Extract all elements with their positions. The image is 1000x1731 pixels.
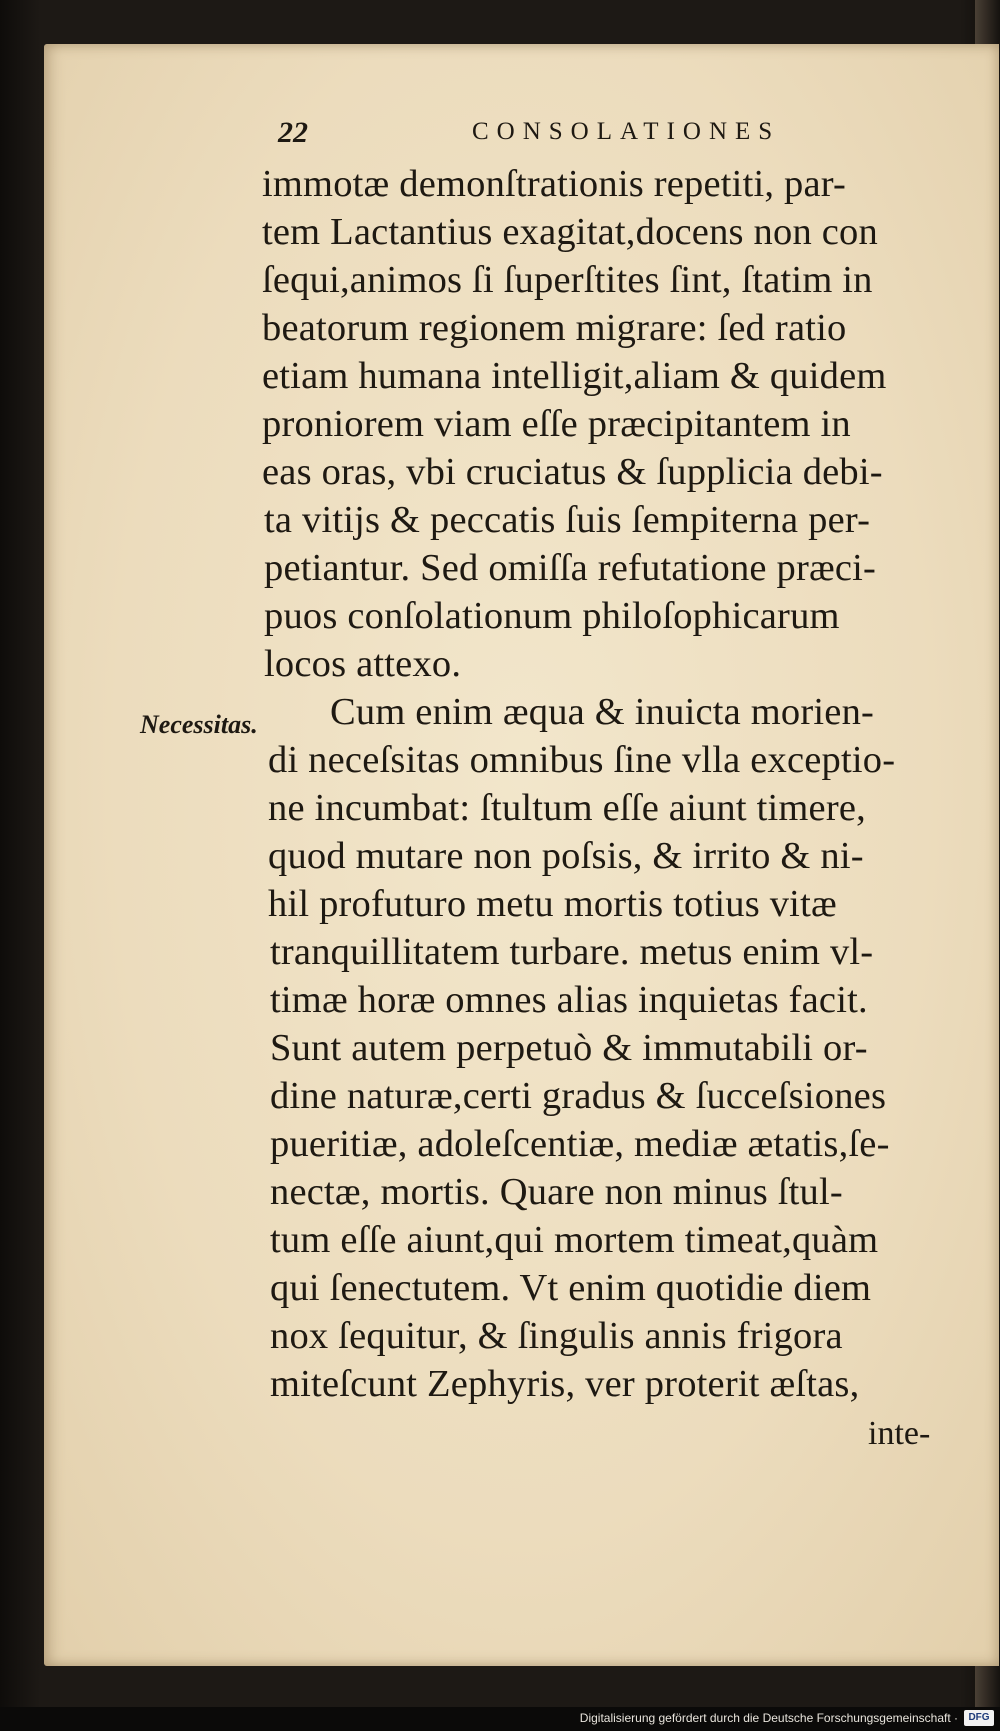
text-line: ta vitijs & peccatis ſuis ſempiterna per-	[264, 499, 871, 541]
text-line: beatorum regionem migrare: ſed ratio	[262, 307, 847, 349]
text-line: timæ horæ omnes alias inquietas facit.	[270, 979, 868, 1021]
text-line: ſequi,animos ſi ſuperſtites ſint, ſtatim in	[262, 259, 873, 301]
digitization-footer	[0, 1707, 1000, 1731]
text-line: petiantur. Sed omiſſa refutatione præci-	[264, 547, 877, 589]
catchword: inte-	[868, 1415, 931, 1452]
text-line: puos conſolationum philoſophicarum	[264, 595, 840, 637]
text-line: etiam humana intelligit,aliam & quidem	[262, 355, 887, 397]
text-line: immotæ demonſtrationis repetiti, par-	[262, 163, 847, 205]
text-line: locos attexo.	[264, 643, 462, 685]
text-line: nox ſequitur, & ſingulis annis frigora	[270, 1315, 843, 1357]
text-line: pueritiæ, adoleſcentiæ, mediæ ætatis,ſe-	[270, 1123, 890, 1165]
text-line: qui ſenectutem. Vt enim quotidie diem	[270, 1267, 872, 1309]
running-title: CONSOLATIONES	[472, 118, 781, 145]
text-line: hil profuturo metu mortis totius vitæ	[268, 883, 837, 925]
text-line: tem Lactantius exagitat,docens non con	[262, 211, 878, 253]
running-head	[0, 116, 1000, 156]
text-line: tum eſſe aiunt,qui mortem timeat,quàm	[270, 1219, 879, 1261]
text-line: quod mutare non poſsis, & irrito & ni-	[268, 835, 864, 877]
text-line: di neceſsitas omnibus ſine vlla exceptio-	[268, 739, 896, 781]
footer-credit: Digitalisierung gefördert durch die Deutsche Forschungsgemeinschaft ·	[579, 1711, 958, 1725]
text-line: proniorem viam eſſe præcipitantem in	[262, 403, 851, 445]
text-line: nectæ, mortis. Quare non minus ſtul-	[270, 1171, 843, 1213]
page-number: 22	[278, 116, 308, 149]
text-line: dine naturæ,certi gradus & ſucceſsiones	[270, 1075, 887, 1117]
margin-note: Necessitas.	[140, 710, 258, 739]
text-line: Cum enim æqua & inuicta morien-	[330, 691, 875, 733]
dfg-logo: DFG	[964, 1710, 994, 1726]
text-line: eas oras, vbi cruciatus & ſupplicia debi-	[262, 451, 883, 493]
text-line: ne incumbat: ſtultum eſſe aiunt timere,	[268, 787, 866, 829]
text-line: miteſcunt Zephyris, ver proterit æſtas,	[270, 1363, 860, 1405]
text-line: Sunt autem perpetuò & immutabili or-	[270, 1027, 868, 1069]
text-line: tranquillitatem turbare. metus enim vl-	[270, 931, 874, 973]
